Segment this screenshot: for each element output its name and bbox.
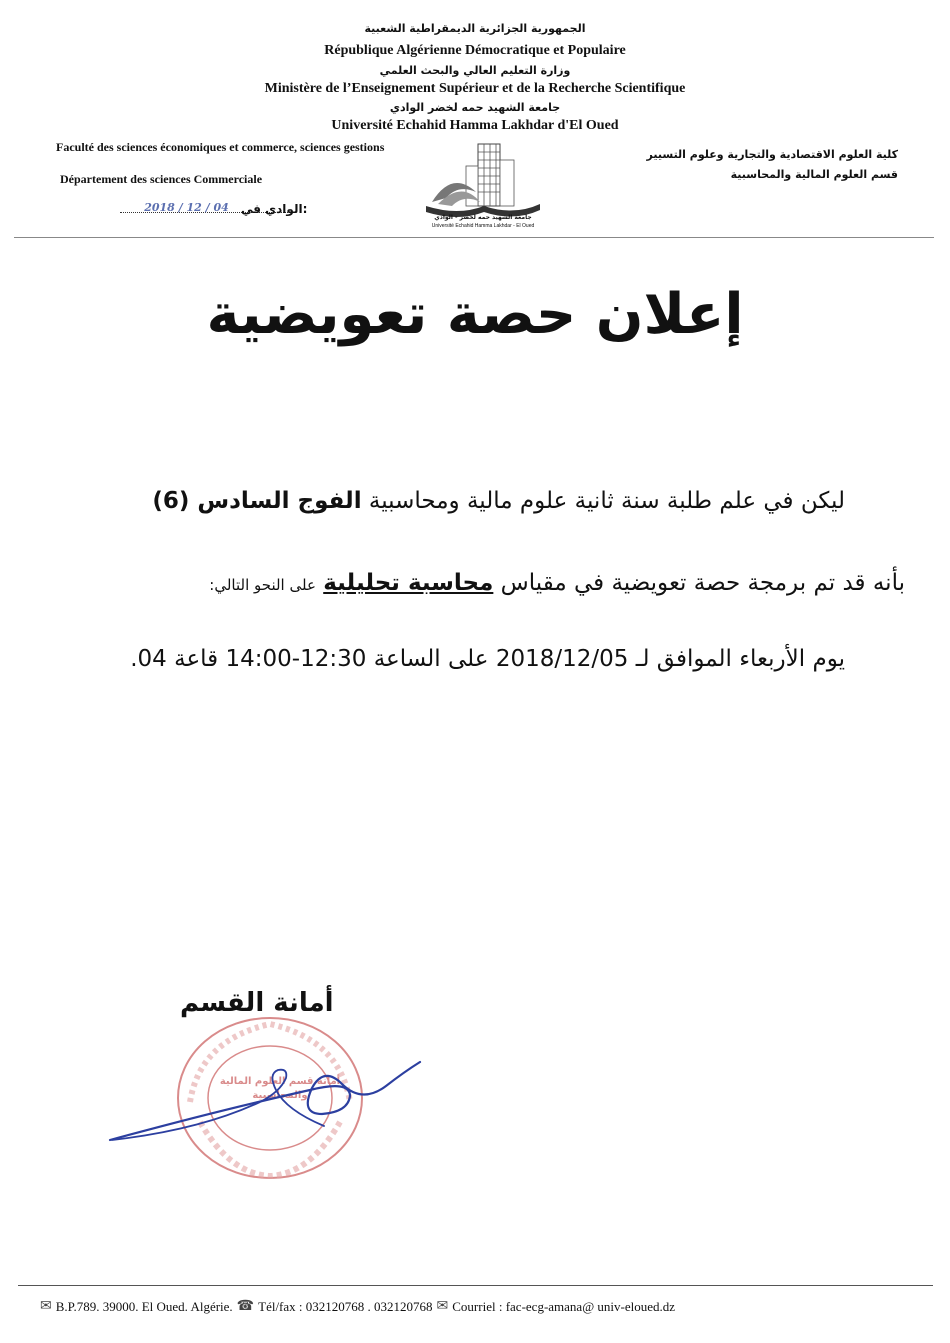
footer-phone: Tél/fax : 032120768 . 032120768 bbox=[258, 1298, 433, 1314]
body-line-3: يوم الأربعاء الموافق لـ 2018/12/05 على الساعة 12:30-14:00 قاعة 04. bbox=[130, 646, 845, 672]
university-fr: Université Echahid Hamma Lakhdar d'El Oued bbox=[331, 118, 619, 133]
university-ar: جامعة الشهيد حمه لخضر الوادي bbox=[389, 101, 561, 114]
header-divider bbox=[14, 237, 934, 238]
department-name-fr: Département des sciences Commerciale bbox=[60, 172, 263, 186]
faculty-name-ar: كلية العلوم الاقتصادية والتجارية وعلوم التسيير bbox=[646, 148, 898, 161]
department-name-ar: قسم العلوم المالية والمحاسبية bbox=[730, 168, 898, 181]
body-line-1 bbox=[152, 488, 845, 514]
body-line-2 bbox=[209, 570, 905, 596]
logo-caption-fr: Université Echahid Hamma Lakhdar - El Oued bbox=[431, 223, 535, 229]
logo-caption-ar: جامعة الشهيد حمه لخضر - الوادي bbox=[434, 214, 532, 221]
date-label: الوادي في: bbox=[240, 202, 308, 216]
signature-title: أمانة القسم bbox=[180, 988, 334, 1018]
body-line-2-text: بأنه قد تم برمجة حصة تعويضية في مقياس bbox=[500, 570, 905, 596]
republic-fr: République Algérienne Démocratique et Populaire bbox=[324, 43, 626, 58]
body-line-2-subject: محاسبة تحليلية bbox=[323, 570, 494, 596]
faculty-name-fr: Faculté des sciences économiques et commerce, sciences gestions bbox=[56, 140, 385, 154]
ministry-fr: Ministère de l’Enseignement Supérieur et de la Recherche Scientifique bbox=[264, 81, 686, 96]
republic-ar: الجمهورية الجزائرية الديمقراطية الشعبية bbox=[364, 22, 586, 35]
body-line-1-group: الفوج السادس (6) bbox=[152, 488, 362, 514]
footer bbox=[40, 1298, 930, 1315]
footer-email: Courriel : fac-ecg-amana@ univ-eloued.dz bbox=[452, 1298, 676, 1314]
email-icon: ✉ bbox=[436, 1299, 449, 1314]
footer-divider bbox=[18, 1285, 933, 1286]
date-line bbox=[120, 202, 307, 216]
handwritten-signature bbox=[100, 1040, 440, 1150]
body-line-1-text: ليكن في علم طلبة سنة ثانية علوم مالية ومحاسبية bbox=[368, 488, 845, 514]
body-line-2-suffix: على النحو التالي: bbox=[209, 576, 316, 594]
footer-address: B.P.789. 39000. El Oued. Algérie. bbox=[55, 1298, 233, 1314]
phone-icon: ☎ bbox=[236, 1299, 255, 1314]
document-title: إعلان حصة تعويضية bbox=[206, 282, 744, 347]
stamp-text: أمانة قسم العلوم المالية والمحاسبية bbox=[219, 1076, 341, 1101]
date-handwritten: 2018 / 12 / 04 bbox=[144, 201, 229, 214]
ministry-ar: وزارة التعليم العالي والبحث العلمي bbox=[379, 64, 571, 77]
mail-icon: ✉ bbox=[40, 1299, 52, 1314]
